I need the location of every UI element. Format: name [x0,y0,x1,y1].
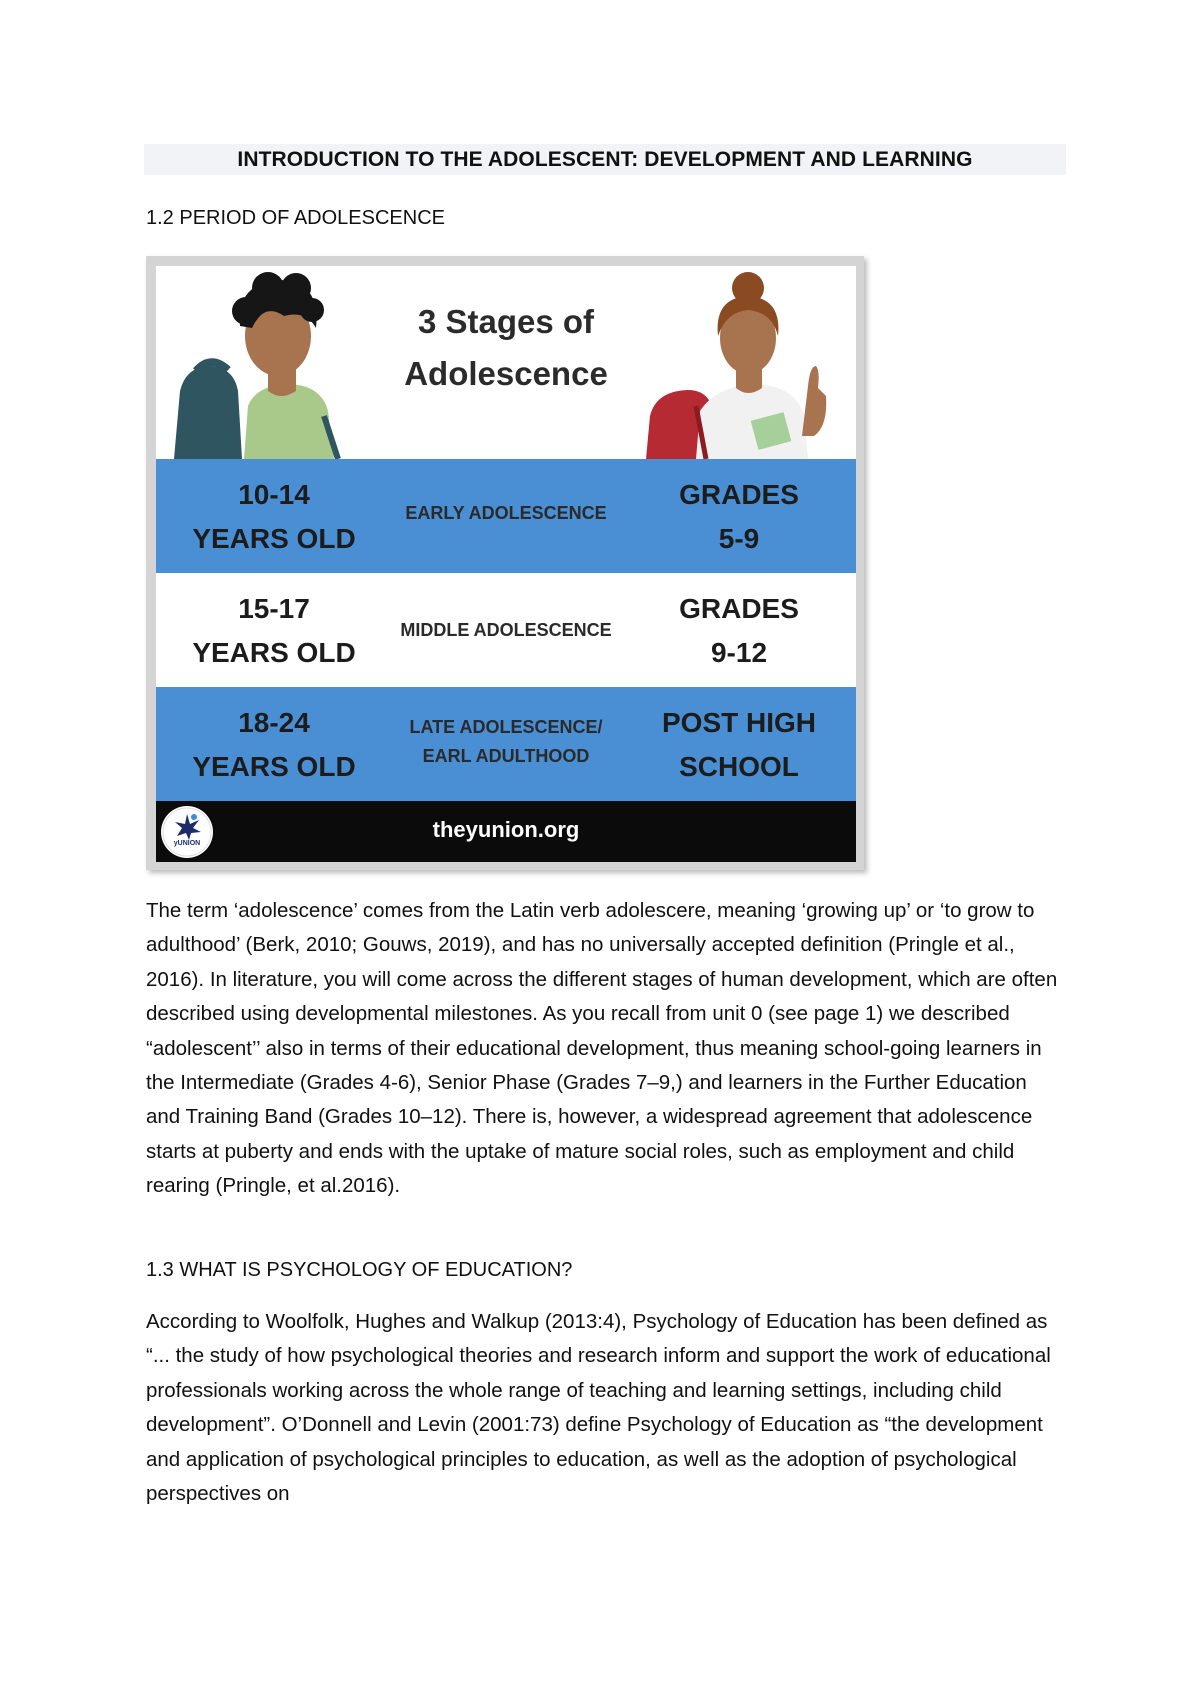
stage-name-line1: LATE ADOLESCENCE/ [409,717,603,737]
grade-value: 9-12 [710,637,768,668]
age-range [174,701,374,789]
yunion-logo-icon [161,806,213,858]
stage-name-line1: EARLY ADOLESCENCE [405,503,607,523]
boy-with-backpack-illustration [156,266,356,459]
stage-name-line1: MIDDLE ADOLESCENCE [400,620,612,640]
paragraph-psychology-of-education: According to Woolfolk, Hughes and Walkup (2013:4), Psychology of Education has been defined as “... the study of how psychological theories and research inform and support the work of educational professionals working across the whole range of teaching and learning settings, including child development”. O’Donnell and Levin (2001:73) define Psychology of Education as “the development and application of psychological principles to education, as well as the adoption of psychological perspectives on [146,1310,1051,1506]
stage-name [381,713,631,771]
star-figure-icon [161,806,213,858]
grade-value: SCHOOL [679,751,799,782]
age-range [174,473,374,561]
age-range-value: 10-14 [238,479,310,510]
grade-range [634,587,844,675]
stage-row-late [156,687,856,801]
stage-row-early [156,459,856,573]
logo-wordmark: yUNION [173,840,201,847]
age-range [174,587,374,675]
infographic-footer [156,801,856,862]
age-range-unit: YEARS OLD [192,523,356,554]
grade-label: GRADES [679,593,799,624]
age-range-unit: YEARS OLD [192,751,356,782]
infographic-title-line2: Adolescence [404,355,608,392]
infographic-title-line1: 3 Stages of [417,303,595,340]
stage-row-middle [156,573,856,687]
infographic-header [156,266,856,459]
girl-with-book-illustration [636,266,856,459]
grade-range [634,701,844,789]
age-range-value: 18-24 [238,707,310,738]
paragraph-adolescence-definition: The term ‘adolescence’ comes from the Latin verb adolescere, meaning ‘growing up’ or ‘to grow to adulthood’ (Berk, 2010; Gouws, 2019), and has no universally accepted definition (Pringle et al., 2016). In literature, you will come across the different stages of human development, which are often described using developmental milestones. As you recall from unit 0 (see page 1) we described “adolescent’’ also in terms of their educational development, thus meaning school-going learners in the Intermediate (Grades 4-6), Senior Phase (Grades 7–9,) and learners in the Further Education and Training Band (Grades 10–12). There is, however, a widespread agreement that adolescence starts at puberty and ends with the uptake of mature social roles, such as employment and child rearing (Pringle, et al.2016). [146,899,1058,1198]
document-title: INTRODUCTION TO THE ADOLESCENT: DEVELOPMENT AND LEARNING [144,144,1066,175]
infographic-title [356,296,656,400]
stages-of-adolescence-infographic [146,256,864,870]
section-heading-period-of-adolescence: 1.2 PERIOD OF ADOLESCENCE [146,207,445,229]
grade-label: GRADES [679,479,799,510]
footer-website: theyunion.org [432,817,580,842]
grade-value: 5-9 [718,523,760,554]
age-range-unit: YEARS OLD [192,637,356,668]
stage-name [381,616,631,645]
age-range-value: 15-17 [238,593,310,624]
stage-name [381,499,631,528]
grade-label: POST HIGH [661,707,816,738]
grade-range [634,473,844,561]
section-heading-psychology-of-education: 1.3 WHAT IS PSYCHOLOGY OF EDUCATION? [146,1259,573,1281]
stage-name-line2: EARL ADULTHOOD [422,746,590,766]
